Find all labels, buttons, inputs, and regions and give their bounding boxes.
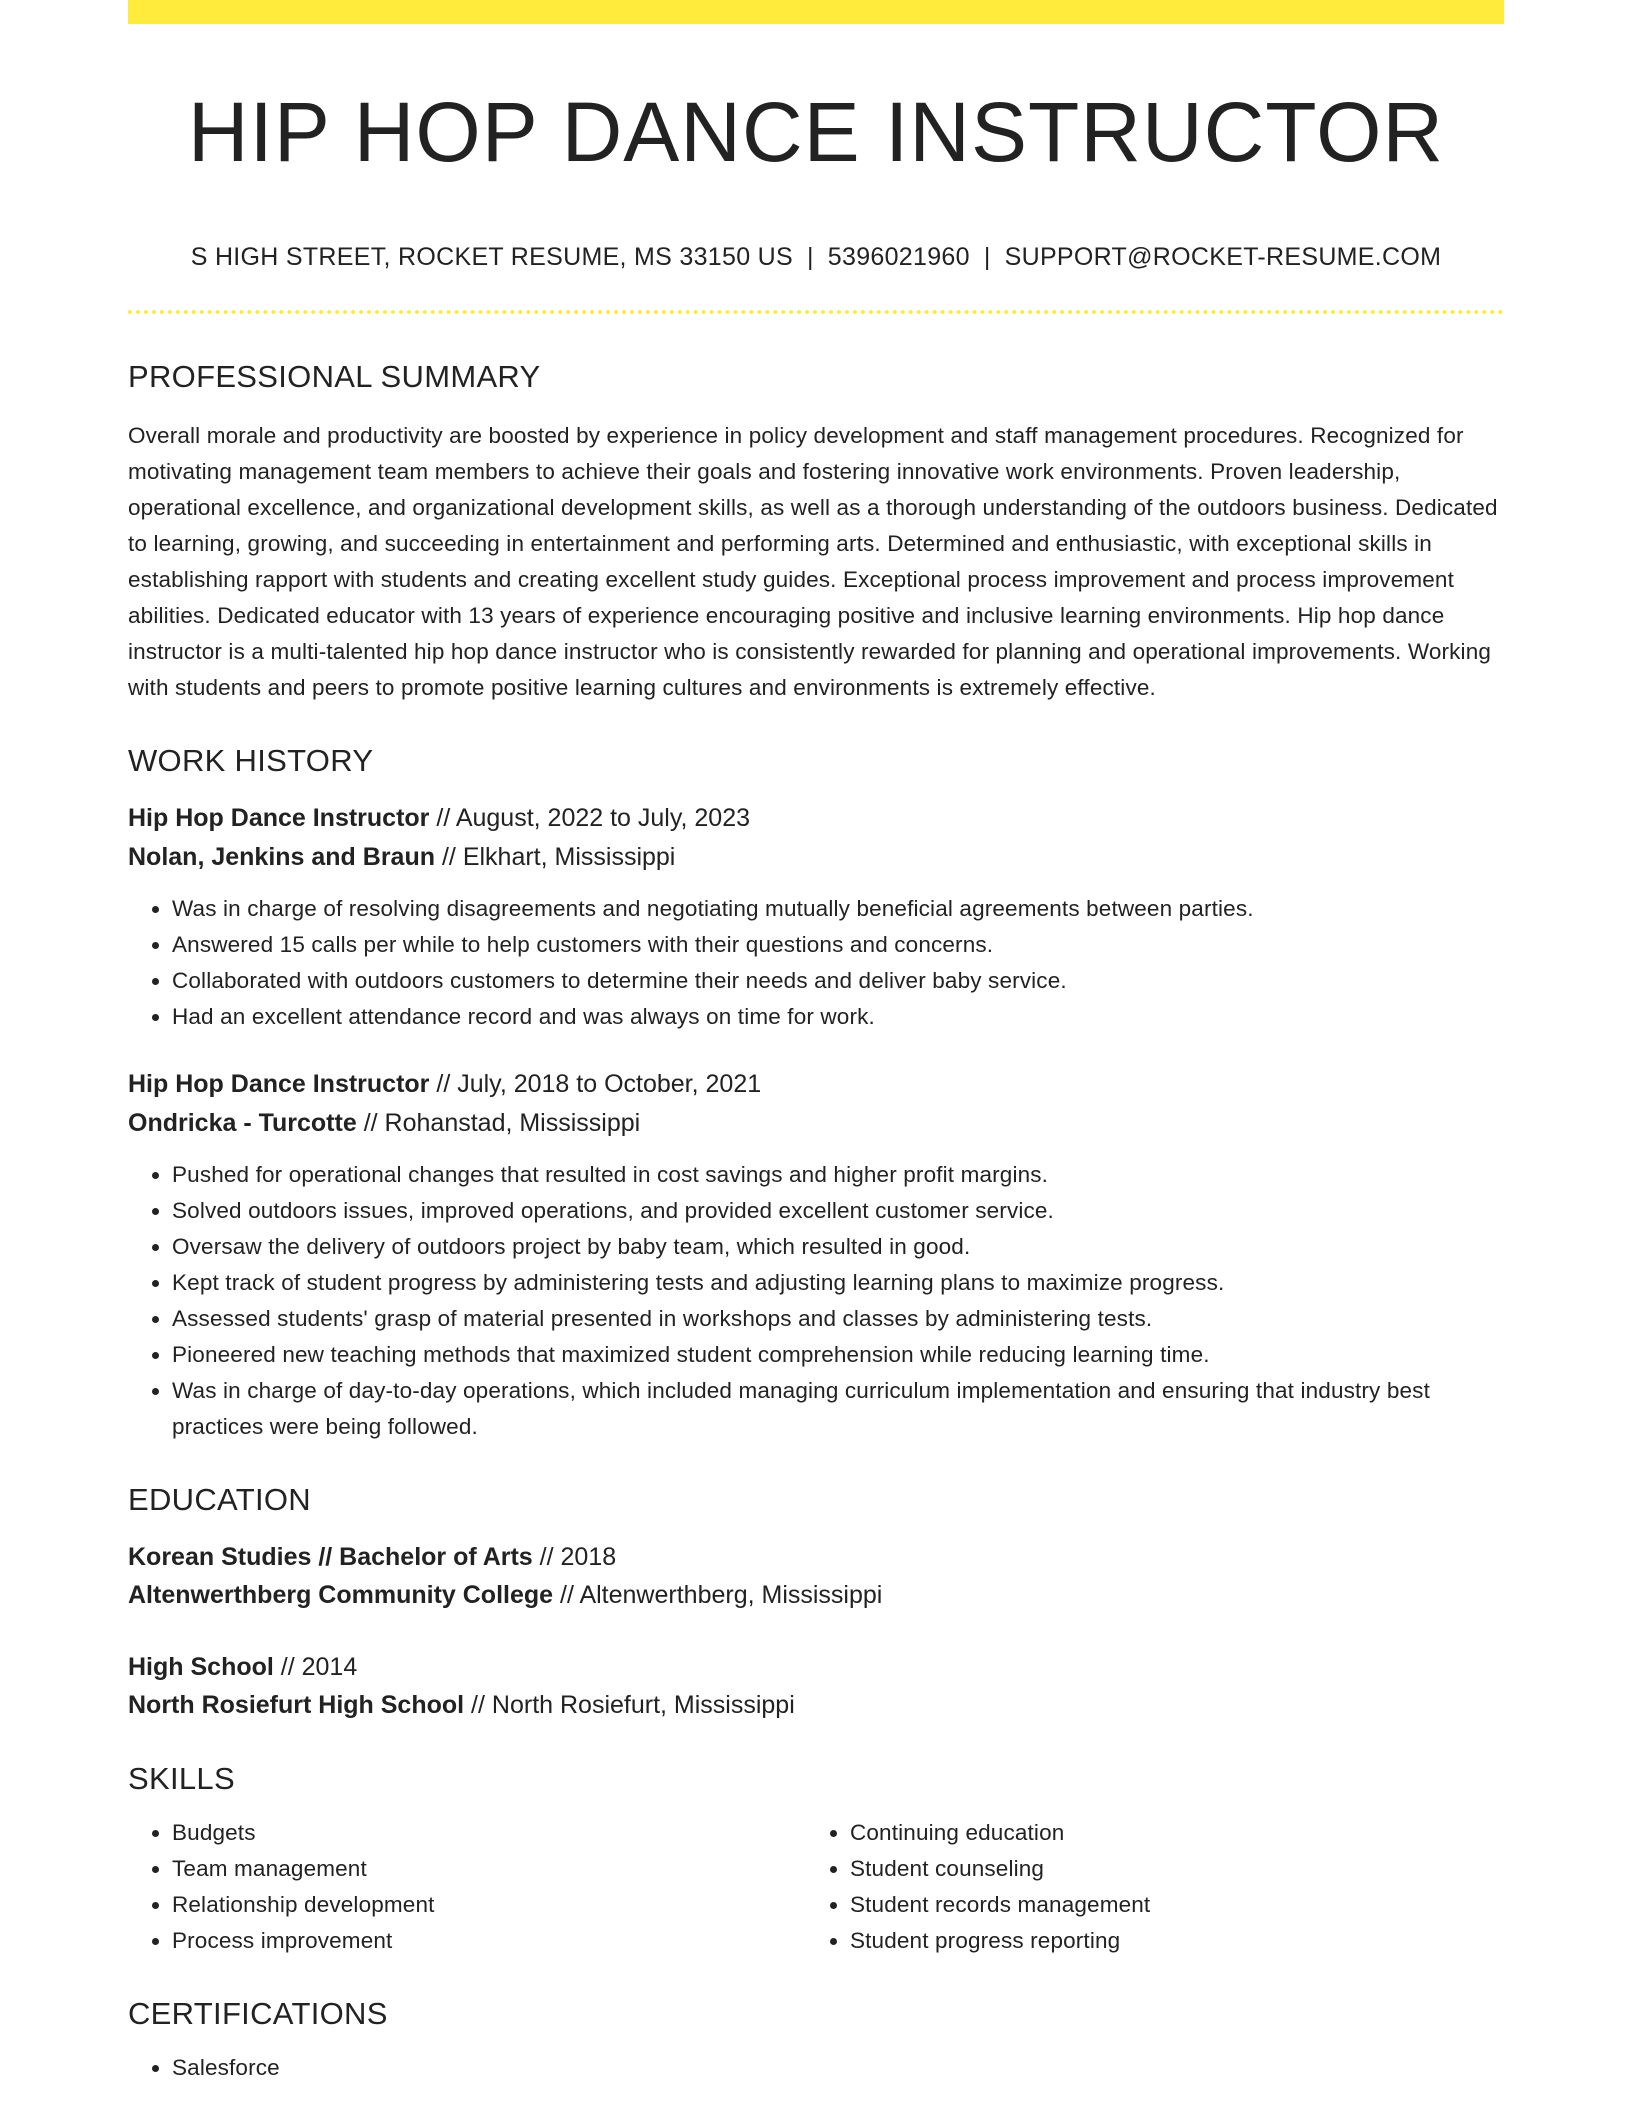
separator: // [273,1652,302,1681]
education-year: 2018 [560,1542,617,1571]
job-bullets [128,891,1504,1035]
separator: // [553,1580,580,1609]
job-dates: August, 2022 to July, 2023 [455,803,751,832]
skill-item: • Team management [172,1851,806,1887]
job-bullet: • Was in charge of resolving disagreements and negotiating mutually beneficial agreements between parties. [172,891,1504,927]
certification-item: • Salesforce [172,2050,1504,2086]
education-location: North Rosiefurt, Mississippi [491,1690,795,1719]
section-title-work-history: WORK HISTORY [128,742,374,778]
section-title-summary: PROFESSIONAL SUMMARY [128,359,541,395]
job-bullet: • Assessed students' grasp of material presented in workshops and classes by administering tests. [172,1301,1504,1337]
separator: // [356,1108,385,1137]
job-bullet: • Pioneered new teaching methods that maximized student comprehension while reducing learning time. [172,1337,1504,1373]
resume-page [128,0,1504,2086]
education-entry [128,1538,1504,1614]
job-company: Nolan, Jenkins and Braun [128,842,436,871]
certifications-list [128,2050,1504,2086]
job-bullet: • Solved outdoors issues, improved operations, and provided excellent customer service. [172,1193,1504,1229]
skills-column-right [806,1815,1484,1959]
education-year: 2014 [301,1652,358,1681]
separator: // [464,1690,492,1719]
education-degree: High School [128,1652,274,1681]
skill-item: • Student progress reporting [850,1923,1484,1959]
contact-address: S HIGH STREET, ROCKET RESUME, MS 33150 US [190,243,793,272]
education-degree-line [128,1538,1504,1576]
job-entry [128,799,1504,1035]
skill-item: • Continuing education [850,1815,1484,1851]
job-bullet: • Oversaw the delivery of outdoors project by baby team, which resulted in good. [172,1229,1504,1265]
skill-item: • Student records management [850,1887,1484,1923]
job-company-line [128,1104,1504,1143]
separator: // [429,803,456,832]
dotted-divider [128,310,1504,314]
job-bullet: • Answered 15 calls per while to help customers with their questions and concerns. [172,927,1504,963]
skills-column-left [128,1815,806,1959]
job-bullets [128,1157,1504,1445]
job-title-line [128,799,1504,838]
education-school-line [128,1686,1504,1724]
contact-separator: | [806,243,814,272]
section-title-education: EDUCATION [128,1481,311,1517]
job-bullet: • Was in charge of day-to-day operations, which included managing curriculum implementation and ensuring that industry best practices were being followed. [172,1373,1504,1445]
education-school-line [128,1576,1504,1614]
skill-item: • Process improvement [172,1923,806,1959]
contact-email: SUPPORT@ROCKET-RESUME.COM [1004,243,1442,272]
resume-name: HIP HOP DANCE INSTRUCTOR [187,85,1445,179]
job-location: Rohanstad, Mississippi [384,1108,641,1137]
job-role: Hip Hop Dance Instructor [128,803,430,832]
job-dates: July, 2018 to October, 2021 [457,1069,762,1098]
job-title-line [128,1065,1504,1104]
separator: // [435,842,463,871]
summary-text: Overall morale and productivity are boosted by experience in policy development and staff management procedures. Recognized for motivating management team members to achieve their goals and fostering innovative work environments. Proven leadership, operational excellence, and organizational development skills, as well as a thorough understanding of the outdoors business. Dedicated to learning, growing, and succeeding in entertainment and performing arts. Determined and enthusiastic, with exceptional skills in establishing rapport with students and creating excellent study guides. Exceptional process improvement and process improvement abilities. Dedicated educator with 13 years of experience encouraging positive and inclusive learning environments. Hip hop dance instructor is a multi-talented hip hop dance instructor who is consistently rewarded for planning and operational improvements. Working with students and peers to promote positive learning cultures and environments is extremely effective. [128,422,1498,700]
job-bullet: • Had an excellent attendance record and was always on time for work. [172,999,1504,1035]
job-bullet: • Pushed for operational changes that resulted in cost savings and higher profit margins. [172,1157,1504,1193]
skill-item: • Student counseling [850,1851,1484,1887]
skill-item: • Relationship development [172,1887,806,1923]
separator: // [532,1542,561,1571]
accent-top-bar [128,0,1504,24]
education-degree: Korean Studies // Bachelor of Arts [128,1542,533,1571]
skill-item: • Budgets [172,1815,806,1851]
job-bullet: • Collaborated with outdoors customers to determine their needs and deliver baby service. [172,963,1504,999]
contact-phone: 5396021960 [827,243,970,272]
job-role: Hip Hop Dance Instructor [128,1069,430,1098]
section-title-certifications: CERTIFICATIONS [128,1996,388,2032]
job-company: Ondricka - Turcotte [128,1108,357,1137]
separator: // [429,1069,458,1098]
job-location: Elkhart, Mississippi [462,842,676,871]
skills-grid [128,1815,1504,1959]
contact-separator: | [983,243,991,272]
education-location: Altenwerthberg, Mississippi [579,1580,883,1609]
job-bullet: • Kept track of student progress by administering tests and adjusting learning plans to maximize progress. [172,1265,1504,1301]
contact-line [128,242,1504,272]
section-title-skills: SKILLS [128,1760,235,1796]
job-company-line [128,838,1504,877]
education-school: North Rosiefurt High School [128,1690,465,1719]
job-entry [128,1065,1504,1445]
education-entry [128,1648,1504,1724]
education-school: Altenwerthberg Community College [128,1580,554,1609]
education-degree-line [128,1648,1504,1686]
